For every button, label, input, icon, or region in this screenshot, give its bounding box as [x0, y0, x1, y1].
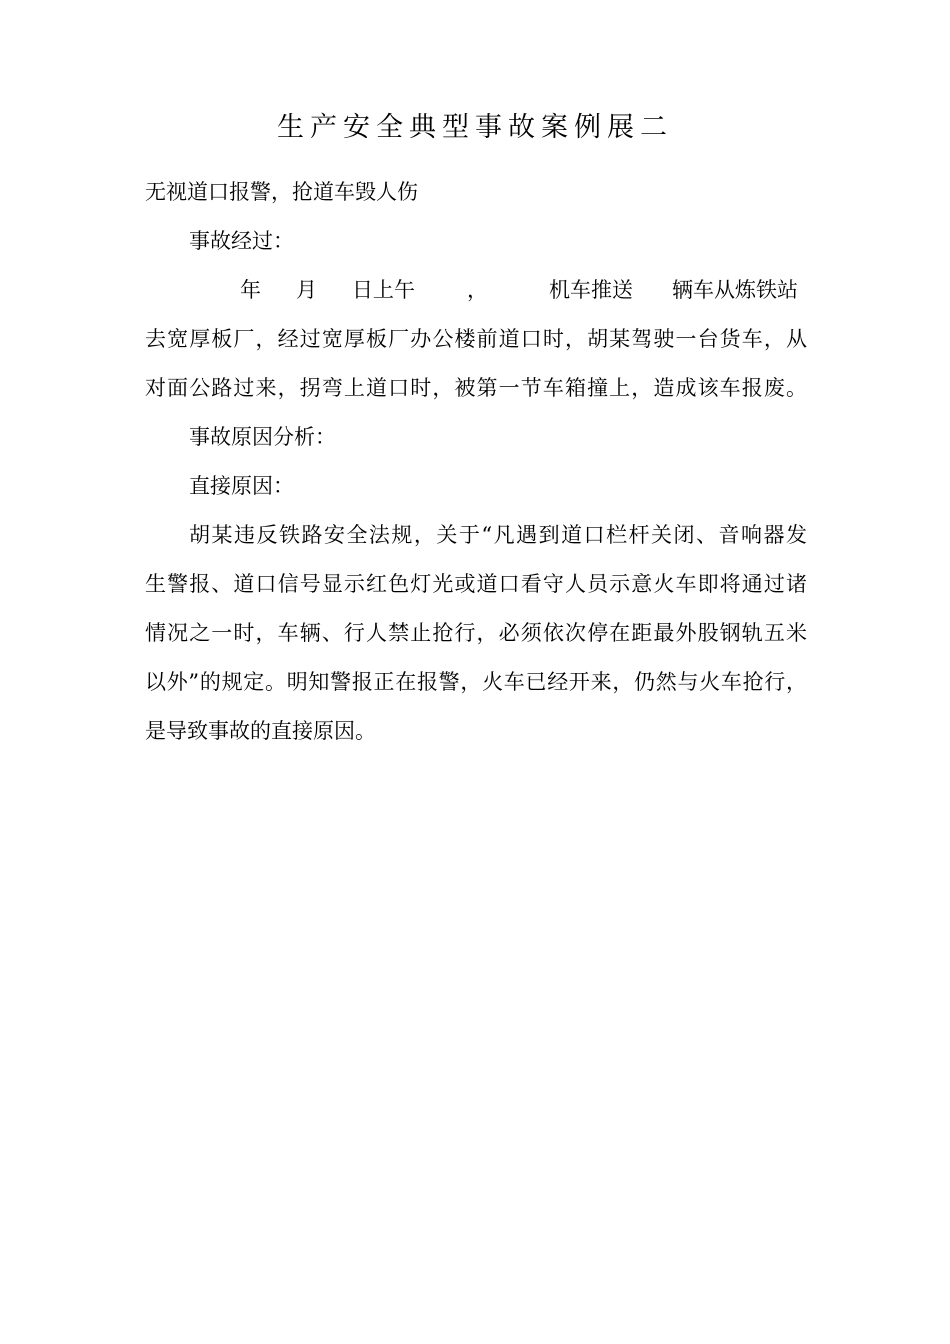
cars-text: 辆车从炼铁站: [672, 278, 798, 302]
date-comma: ，: [467, 278, 488, 302]
date-month-label: 月: [296, 278, 317, 302]
process-paragraph-line-3: 对面公路过来，拐弯上道口时，被第一节车箱撞上，造成该车报废。: [145, 376, 807, 400]
case-subtitle: 无视道口报警，抢道车毁人伤: [145, 180, 418, 204]
section-heading-direct-cause: 直接原因：: [189, 474, 294, 498]
section-heading-process: 事故经过：: [189, 229, 294, 253]
process-paragraph-line-2: 去宽厚板厂，经过宽厚板厂办公楼前道口时，胡某驾驶一台货车，从: [145, 327, 807, 351]
locomotive-text: 机车推送: [549, 278, 633, 302]
document-title: 生产安全典型事故案例展二: [277, 112, 673, 143]
process-paragraph-line-1: [145, 266, 807, 315]
date-year-label: 年: [240, 278, 261, 302]
date-day-label: 日上午: [352, 278, 415, 302]
direct-cause-line-5: 是导致事故的直接原因。: [145, 719, 376, 743]
direct-cause-line-2: 生警报、道口信号显示红色灯光或道口看守人员示意火车即将通过诸: [145, 572, 807, 596]
section-heading-analysis: 事故原因分析：: [189, 425, 336, 449]
document-body: [145, 168, 807, 756]
direct-cause-line-1: 胡某违反铁路安全法规，关于“凡遇到道口栏杆关闭、音响器发: [189, 523, 807, 547]
direct-cause-line-4: 以外”的规定。明知警报正在报警，火车已经开来，仍然与火车抢行，: [145, 670, 807, 694]
direct-cause-line-3: 情况之一时，车辆、行人禁止抢行，必须依次停在距最外股钢轨五米: [145, 621, 807, 645]
